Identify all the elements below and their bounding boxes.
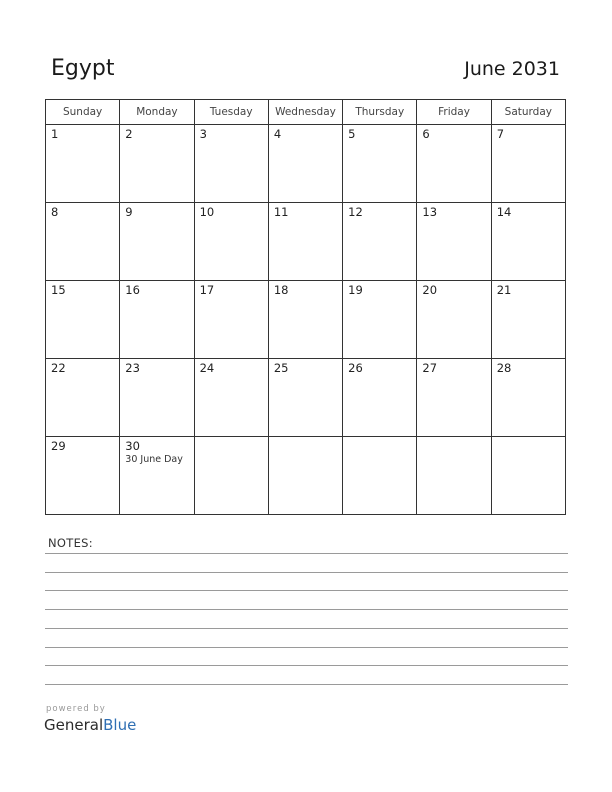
day-number: 17 [199, 283, 215, 297]
weekday-sunday: Sunday [46, 100, 120, 125]
day-cell [120, 203, 194, 281]
day-number: 14 [496, 205, 512, 219]
empty-day-cell [417, 437, 491, 515]
day-number: 20 [422, 283, 438, 297]
day-cell [343, 125, 417, 203]
day-number: 7 [496, 127, 505, 141]
day-number: 21 [496, 283, 512, 297]
weekday-friday: Friday [417, 100, 491, 125]
day-cell [491, 203, 565, 281]
day-number: 22 [51, 361, 66, 375]
day-cell [194, 281, 268, 359]
note-line [45, 609, 568, 610]
powered-by-text: powered by [46, 704, 106, 714]
day-cell [417, 203, 491, 281]
weekday-tuesday: Tuesday [194, 100, 268, 125]
day-number: 30 [125, 439, 140, 453]
day-number: 26 [348, 361, 363, 375]
week-row [46, 437, 566, 515]
day-cell [120, 125, 194, 203]
day-number: 24 [199, 361, 215, 375]
day-cell [268, 359, 342, 437]
day-cell [268, 125, 342, 203]
day-number: 23 [125, 361, 140, 375]
notes-label: NOTES: [48, 536, 93, 550]
brand-name [44, 715, 136, 735]
day-cell [194, 125, 268, 203]
empty-day-cell [268, 437, 342, 515]
day-number: 8 [51, 205, 59, 219]
day-cell [417, 359, 491, 437]
day-cell [417, 281, 491, 359]
day-cell [46, 281, 120, 359]
day-cell [120, 437, 194, 515]
empty-day-cell [491, 437, 565, 515]
day-number: 18 [273, 283, 289, 297]
day-number: 25 [273, 361, 289, 375]
day-number: 19 [348, 283, 363, 297]
brand-blue: Blue [103, 716, 137, 734]
day-cell [46, 359, 120, 437]
day-cell [491, 281, 565, 359]
day-number: 9 [125, 205, 133, 219]
day-cell [120, 359, 194, 437]
empty-day-cell [343, 437, 417, 515]
day-number: 1 [51, 127, 59, 141]
day-cell [46, 203, 120, 281]
note-line [45, 684, 568, 685]
month-year-title: June 2031 [464, 58, 560, 80]
day-cell [194, 203, 268, 281]
brand-general: General [44, 716, 104, 734]
day-number: 2 [125, 127, 133, 141]
calendar-grid [45, 99, 566, 515]
weekday-header-row [46, 100, 566, 125]
week-row [46, 203, 566, 281]
day-number: 27 [422, 361, 438, 375]
day-number: 12 [348, 205, 363, 219]
day-number: 16 [125, 283, 140, 297]
note-line [45, 628, 568, 629]
day-number: 28 [496, 361, 512, 375]
note-line [45, 590, 568, 591]
note-line [45, 665, 568, 666]
country-title: Egypt [51, 56, 115, 81]
weekday-saturday: Saturday [491, 100, 565, 125]
day-cell [491, 359, 565, 437]
week-row [46, 125, 566, 203]
day-number: 6 [422, 127, 430, 141]
day-number: 10 [199, 205, 215, 219]
day-cell [120, 281, 194, 359]
day-number: 13 [422, 205, 438, 219]
week-row [46, 359, 566, 437]
day-cell [343, 359, 417, 437]
note-line [45, 553, 568, 554]
day-cell [417, 125, 491, 203]
day-number: 11 [273, 205, 289, 219]
weekday-thursday: Thursday [343, 100, 417, 125]
holiday-label: 30 June Day [125, 454, 183, 465]
day-number: 4 [273, 127, 282, 141]
weekday-monday: Monday [120, 100, 194, 125]
day-cell [194, 359, 268, 437]
day-number: 5 [348, 127, 356, 141]
day-cell [46, 437, 120, 515]
day-cell [343, 203, 417, 281]
empty-day-cell [194, 437, 268, 515]
note-line [45, 572, 568, 573]
generalblue-logo [44, 703, 136, 735]
day-cell [268, 203, 342, 281]
day-cell [46, 125, 120, 203]
day-cell [491, 125, 565, 203]
weekday-wednesday: Wednesday [268, 100, 342, 125]
week-row [46, 281, 566, 359]
day-cell [343, 281, 417, 359]
day-number: 29 [51, 439, 66, 453]
day-number: 3 [199, 127, 207, 141]
day-cell [268, 281, 342, 359]
day-number: 15 [51, 283, 66, 297]
note-line [45, 647, 568, 648]
